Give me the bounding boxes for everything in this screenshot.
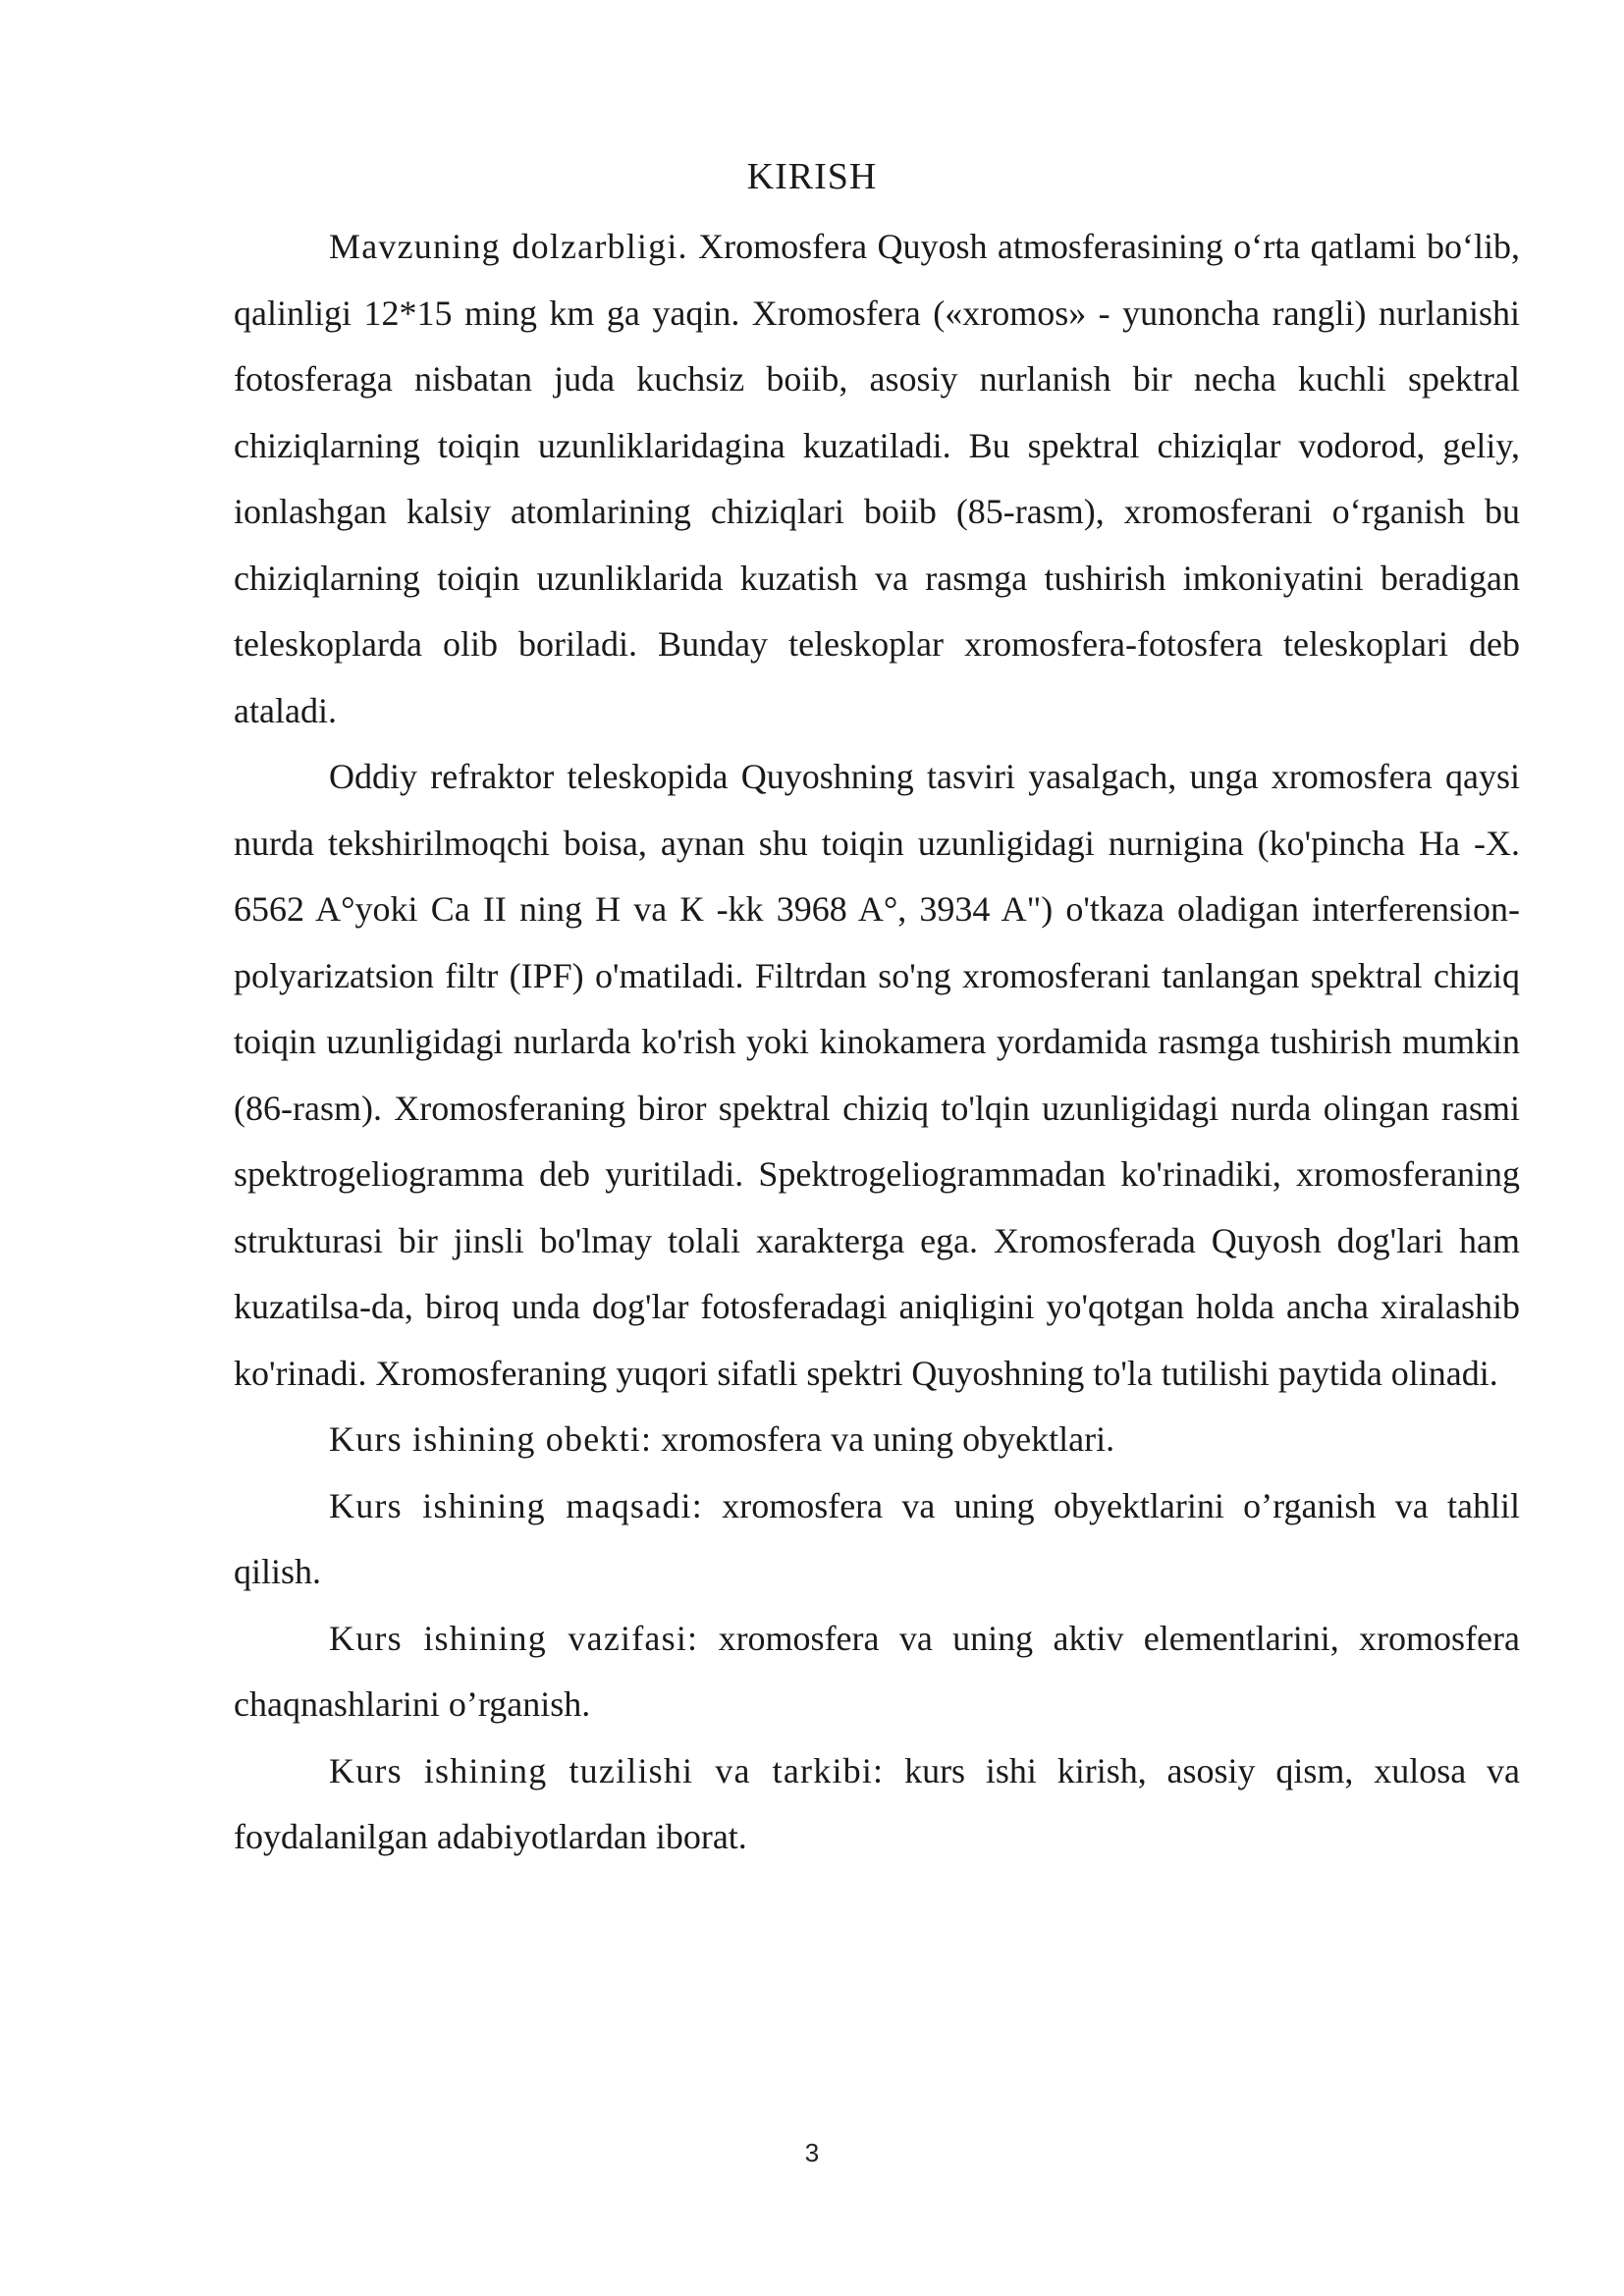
paragraph-object xyxy=(234,1407,1520,1473)
document-body xyxy=(234,214,1520,1871)
paragraph-structure xyxy=(234,1738,1520,1871)
paragraph-text: Xromosfera Quyosh atmosferasining o‘rta qatlami bo‘lib, qalinligi 12*15 ming km ga yaqin. Xromosfera («xromos» - yunoncha rangli) nurlanishi fotosferaga nisbatan juda kuchsiz boiib, asosiy nurlanish bir necha kuchli spektral chiziqlarning toiqin uzunliklaridagina kuzatiladi. Bu spektral chiziqlar vodorod, geliy, ionlashgan kalsiy atomlarining chiziqlari boiib (85-rasm), xromosferani o‘rganish bu chiziqlarning toiqin uzunliklarida kuzatish va rasmga tushirish imkoniyatini beradigan teleskoplarda olib boriladi. Bunday teleskoplar xromosfera-fotosfera teleskoplari deb ataladi. xyxy=(234,227,1520,730)
paragraph-lead: Kurs ishining tuzilishi va tarkibi: xyxy=(329,1750,885,1790)
paragraph-lead: Kurs ishining obekti: xyxy=(329,1419,653,1459)
paragraph-goal xyxy=(234,1473,1520,1606)
paragraph-lead: Mavzuning dolzarbligi. xyxy=(329,227,688,266)
paragraph-lead: Kurs ishining vazifasi: xyxy=(329,1618,699,1658)
paragraph-lead: Kurs ishining maqsadi: xyxy=(329,1485,703,1525)
page-title: KIRISH xyxy=(746,156,878,197)
paragraph-text: kurs ishi kirish, asosiy qism, xulosa va foydalanilgan adabiyotlardan iborat. xyxy=(234,1750,1520,1856)
paragraph-tasks xyxy=(234,1606,1520,1738)
paragraph-text: Oddiy refraktor teleskopida Quyoshning tasviri yasalgach, unga xromosfera qaysi nurda tekshirilmoqchi boisa, aynan shu toiqin uzunligidagi nurnigina (ko'pincha Ha -X. 6562 A°yoki Ca II ning H va К -kk 3968 A°, 3934 A") o'tkaza oladigan interferension-polyarizatsion filtr (IPF) o'matiladi. Filtrdan so'ng xromosferani tanlangan spektral chiziq toiqin uzunligidagi nurlarda ko'rish yoki kinokamera yordamida rasmga tushirish mumkin (86-rasm). Xromosferaning biror spektral chiziq to'lqin uzunligidagi nurda olingan rasmi spektrogeliogramma deb yuritiladi. Spektrogeliogrammadan ko'rinadiki, xromosferaning strukturasi bir jinsli bo'lmay tolali xarakterga ega. Xromosferada Quyosh dog'lari ham kuzatilsa-da, biroq unda dog'lar fotosferadagi aniqligini yo'qotgan holda ancha xiralashib ko'rinadi. Xromosferaning yuqori sifatli spektri Quyoshning to'la tutilishi paytida olinadi. xyxy=(234,757,1520,1393)
paragraph-method xyxy=(234,744,1520,1407)
paragraph-text: xromosfera va uning obyektlari. xyxy=(652,1419,1115,1459)
paragraph-text: xromosfera va uning obyektlarini o’rganish va tahlil qilish. xyxy=(234,1485,1520,1591)
paragraph-text: xromosfera va uning aktiv elementlarini, xromosfera chaqnashlarini o’rganish. xyxy=(234,1618,1520,1724)
paragraph-relevance xyxy=(234,214,1520,744)
page-number: 3 xyxy=(804,2138,820,2167)
